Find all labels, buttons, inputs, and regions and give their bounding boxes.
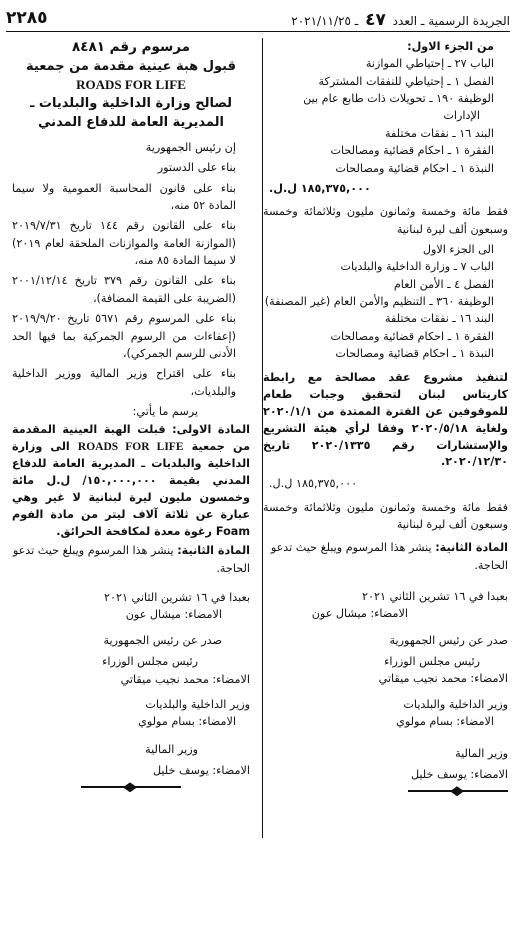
article-2-label: المادة الثانية: — [435, 541, 508, 555]
interior-signature: الامضاء: بسام مولوي — [396, 715, 494, 729]
article-1-text-a: قبلت الهبة العينية المقدمة من جمعية — [12, 423, 250, 454]
part-from-heading: من الجزء الاول: — [407, 40, 494, 53]
budget-line: البند ١٦ ـ نفقات مختلفة — [384, 126, 494, 140]
article-2-text: ينشر هذا المرسوم ويبلغ حيث تدعو الحاجة. — [12, 544, 250, 575]
preamble-item: بناء على القانون رقم ١٤٤ تاريخ ٢٠١٩/٧/٣١ (الموازنة العامة والموازنات الملحقة لعام ٢٠١٩) لا سيما المادة ٨٥ منه، — [12, 219, 236, 268]
issue-number: ٤٧ — [365, 10, 386, 30]
pm-signature: الامضاء: محمد نجيب ميقاتي — [378, 672, 508, 686]
budget-line: النبذة ١ ـ احكام قضائية ومصالحات — [335, 161, 494, 175]
president-signature: الامضاء: ميشال عون — [125, 608, 222, 622]
date-line: بعبدا في ١٦ تشرين الثاني ٢٠٢١ — [361, 590, 508, 604]
article-2 — [12, 542, 250, 577]
page-number: ٢٢٨٥ — [6, 8, 48, 28]
budget-line: الإدارات — [443, 109, 480, 123]
gazette-name: الجريدة الرسمية ـ العدد — [392, 14, 510, 28]
article-1-text-b: الى وزارة الداخلية والبلديات ـ المديرية العامة للدفاع المدني بقيمة ١٥٠,٠٠٠,٠٠٠/ ل.ل مائة وخمسون مليون ليرة لبنانية لا غير وهي عبارة عن ثلاثة آلاف ليتر من مادة الفوم Foam رغوة معدة لمكافحة الحرائق. — [12, 440, 250, 538]
budget-line: النبذة ١ ـ احكام قضائية ومصالحات — [335, 347, 494, 361]
gazette-masthead — [291, 10, 510, 30]
finance-signature: الامضاء: يوسف خليل — [152, 763, 250, 777]
header-rule — [6, 31, 510, 32]
article-1-label: المادة الاولى: — [172, 423, 250, 437]
article-2 — [263, 539, 508, 574]
amount-2: ١٨٥,٣٧٥,٠٠٠ ل.ل. — [269, 477, 358, 491]
budget-line: الباب ٢٧ ـ إحتياطي الموازنة — [365, 57, 494, 71]
amount-words-2: فقط مائة وخمسة وثمانون مليون وثلاثمائة وخمسة وسبعون ألف ليرة لبنانية — [263, 500, 508, 531]
amount-1: ١٨٥,٣٧٥,٠٠٠ ل.ل. — [269, 181, 371, 195]
pm-title: رئيس مجلس الوزراء — [384, 655, 480, 669]
interior-title: وزير الداخلية والبلديات — [145, 697, 250, 711]
article-2-text: ينشر هذا المرسوم ويبلغ حيث تدعو الحاجة. — [270, 541, 508, 572]
issue-date: ـ ٢٠٢١/١١/٢٥ — [291, 14, 359, 28]
decree-subject-org: ROADS FOR LIFE — [76, 77, 186, 93]
finance-title: وزير المالية — [145, 742, 198, 756]
decree-subject-3: المديرية العامة للدفاع المدني — [38, 115, 224, 131]
preamble-item: بناء على قانون المحاسبة العمومية ولا سيما المادة ٥٢ منه، — [12, 181, 236, 213]
pm-title: رئيس مجلس الوزراء — [102, 655, 198, 669]
preamble-item: بناء على القانون رقم ٣٧٩ تاريخ ٢٠٠١/١٢/١٤ (الضريبة على القيمة المضافة)، — [12, 274, 236, 305]
budget-line: البند ١٦ ـ نفقات مختلفة — [384, 312, 494, 326]
preamble-item: بناء على المرسوم رقم ٥٦٧١ تاريخ ٢٠١٩/٩/٢٠ (إعفاءات من الرسوم الجمركية بما فيها الحد الأدنى للرسم الجمركي)، — [12, 312, 237, 360]
finance-signature: الامضاء: يوسف خليل — [410, 767, 508, 781]
preamble-president: إن رئيس الجمهورية — [145, 140, 236, 154]
end-ornament — [408, 787, 508, 795]
article-1-org: ROADS FOR LIFE — [77, 441, 184, 454]
pm-signature: الامضاء: محمد نجيب ميقاتي — [120, 672, 250, 686]
budget-line: الوظيفة ١٩٠ ـ تحويلات ذات طابع عام بين — [303, 92, 494, 106]
preamble-item: بناء على الدستور — [157, 161, 236, 175]
interior-signature: الامضاء: بسام مولوي — [138, 715, 236, 729]
preamble-item: بناء على اقتراح وزير المالية ووزير الداخلية والبلديات، — [12, 367, 236, 398]
decree-title: مرسوم رقم ٨٤٨١ — [72, 39, 190, 55]
decree-subject-2: لصالح وزارة الداخلية والبلديات ـ — [29, 96, 233, 112]
part-to-heading: الى الجزء الاول — [422, 242, 494, 256]
budget-line: الوظيفة ٣٦٠ ـ التنظيم والأمن العام (غير المصنفة) — [264, 295, 494, 309]
budget-line: الباب ٧ ـ وزارة الداخلية والبلديات — [340, 260, 494, 274]
president-signature: الامضاء: ميشال عون — [311, 607, 408, 621]
issued-by: صدر عن رئيس الجمهورية — [389, 633, 508, 647]
interior-title: وزير الداخلية والبلديات — [403, 697, 508, 711]
article-1 — [12, 422, 250, 540]
decree-subject-1: قبول هبة عينية مقدمة من جمعية — [26, 58, 236, 74]
page-header — [6, 8, 510, 30]
date-line: بعبدا في ١٦ تشرين الثاني ٢٠٢١ — [103, 591, 250, 605]
purpose-paragraph: لتنفيذ مشروع عقد مصالحة مع رابطة كاريتاس لبنان لتحقيق وجبات طعام للموقوفين عن الفترة الممتدة من ٢٠٢٠/١/١ ولغاية ٢٠٢٠/٥/١٨ وفقا لرأي هيئة التشريع والإستشارات رقم ٢٠٢٠/١٣٣٥ تاريخ ٢٠٢٠/١٢/٣٠. — [263, 371, 508, 469]
article-2-label: المادة الثانية: — [177, 544, 250, 558]
budget-line: الفقرة ١ ـ احكام قضائية ومصالحات — [330, 329, 494, 343]
right-column — [263, 38, 508, 795]
left-column — [12, 38, 250, 791]
end-ornament — [81, 783, 181, 791]
budget-line: الفقرة ١ ـ احكام قضائية ومصالحات — [330, 144, 494, 158]
finance-title: وزير المالية — [455, 746, 508, 760]
decrees-line: يرسم ما يأتي: — [132, 404, 198, 418]
amount-words-1: فقط مائة وخمسة وثمانون مليون وثلاثمائة وخمسة وسبعون ألف ليرة لبنانية — [263, 205, 508, 236]
budget-line: الفصل ١ ـ إحتياطي للنفقات المشتركة — [318, 74, 494, 88]
issued-by: صدر عن رئيس الجمهورية — [103, 633, 222, 647]
budget-line: الفصل ٤ ـ الأمن العام — [393, 277, 494, 291]
